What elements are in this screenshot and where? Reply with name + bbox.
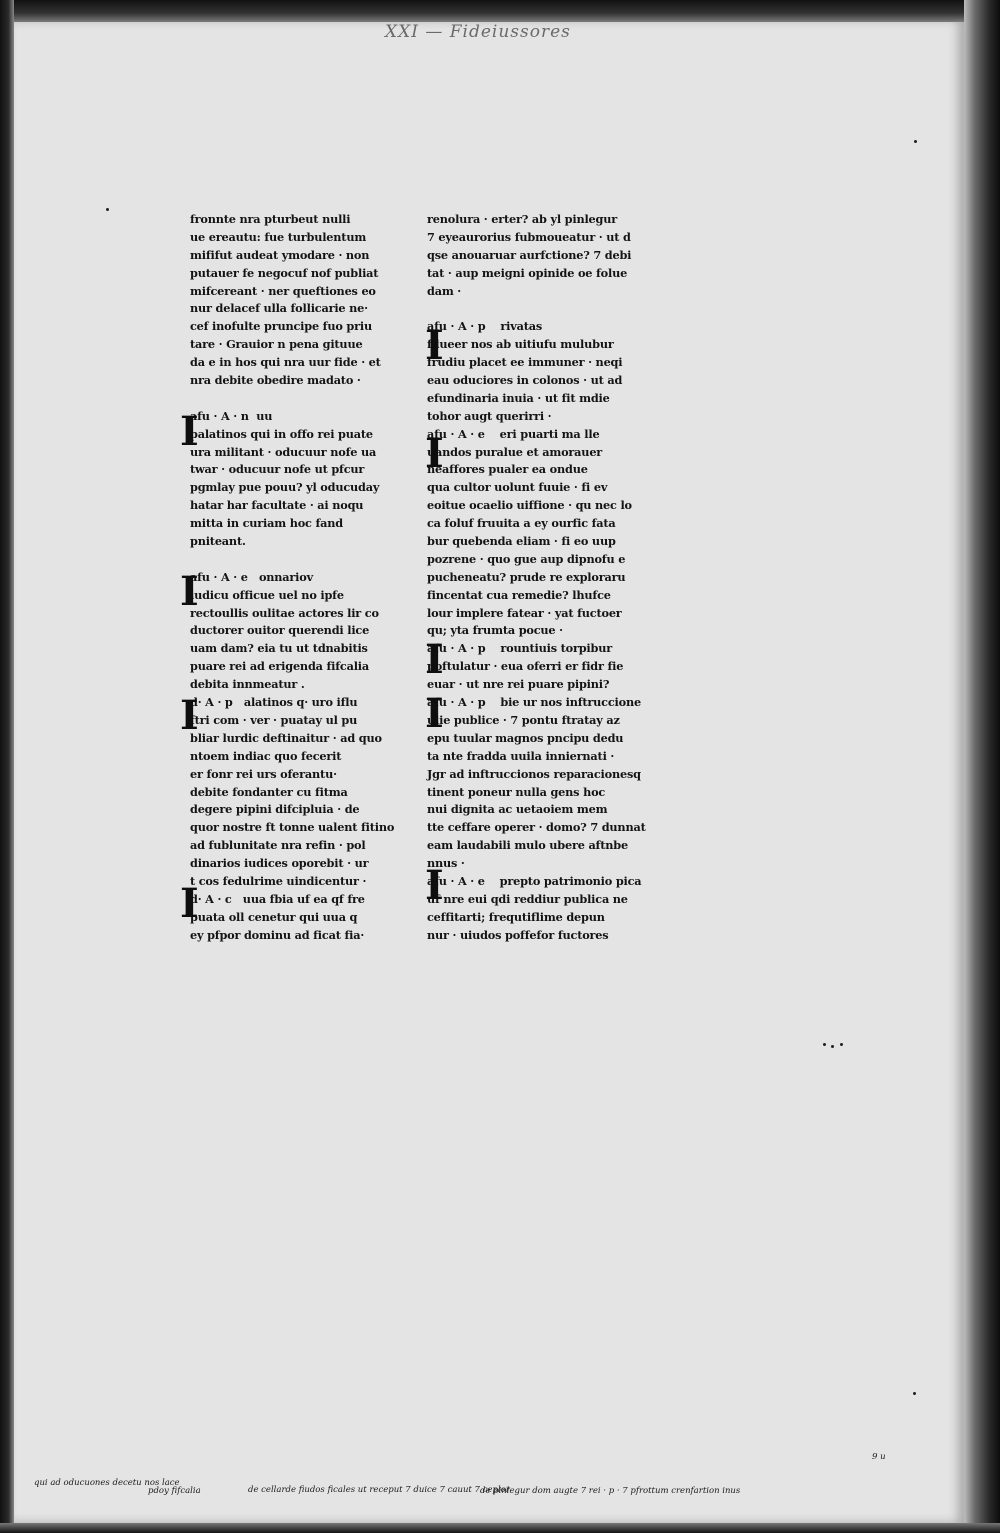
text-line: ntoem indiac quo fecerit (190, 748, 342, 763)
text-line: fdueer nos ab uitiufu mulubur (427, 337, 614, 352)
text-line: ta nte fradda uuila inniernati · (427, 748, 615, 763)
initial-letter: I (425, 636, 444, 683)
text-line: cef inofulte pruncipe fuo priu (190, 319, 372, 334)
text-line: puare rei ad erigenda fifcalia (190, 659, 370, 674)
text-line: putauer fe negocuf nof publiat (190, 265, 379, 280)
text-line: mifcereant · ner queftiones eo (190, 283, 376, 298)
text-line: nui dignita ac uetaoiem mem (427, 802, 608, 817)
text-line: afu · A · n uu (190, 408, 273, 423)
initial-letter: I (180, 408, 199, 455)
initial-letter: I (180, 692, 199, 739)
text-line: tinent poneur nulla gens hoc (427, 784, 606, 799)
initial-letter: I (180, 880, 199, 927)
scan-border-left (0, 0, 14, 1533)
text-line: degere pipini difcipluia · de (190, 802, 360, 817)
text-line: palatinos qui in offo rei puate (190, 426, 373, 441)
scan-border-top (0, 0, 1000, 22)
text-line: afu · A · p bie ur nos inftruccione (427, 695, 641, 710)
text-line: t cos fedulrime uindicentur · (190, 873, 367, 888)
text-line: pucheneatu? prude re exploraru (427, 569, 626, 584)
page-edge-shadow (964, 0, 1000, 1533)
text-line: nur delacef ulla follicarie ne· (190, 301, 368, 316)
text-line: uandos puralue et amorauer (427, 444, 603, 459)
text-line: ductorer ouitor querendi lice (190, 623, 370, 638)
text-line: ceffitarti; frequtiflime depun (427, 909, 605, 924)
text-line: qse anouaruar aurfctione? 7 debi (427, 247, 632, 262)
initial-letter: I (425, 322, 444, 369)
text-line: ey pfpor dominu ad ficat fia· (190, 927, 365, 942)
text-line: eam laudabili mulo ubere aftnbe (427, 838, 628, 853)
text-line: afu · A · p rountiuis torpibur (427, 641, 612, 656)
text-line: dam · (427, 283, 462, 298)
text-line: nur · uiudos poffefor fuctores (427, 927, 609, 942)
text-line: fronnte nra pturbeut nulli (190, 212, 351, 226)
text-line: afu · A · p rivatas (427, 319, 543, 334)
initial-letter: I (425, 862, 444, 909)
text-line: tte ceffare operer · domo? 7 dunnat (427, 820, 646, 835)
text-line (190, 390, 430, 408)
text-line: lour implere fatear · yat fuctoer (427, 605, 622, 620)
ink-mark (914, 140, 917, 143)
ink-mark (913, 1392, 916, 1395)
text-line: ca foluf fruuita a ey ourfic fata (427, 516, 616, 531)
text-line: euar · ut nre rei puare pipini? (427, 677, 610, 692)
text-line (190, 551, 430, 569)
text-line: pozrene · quo gue aup dipnofu e (427, 551, 626, 566)
text-line: pniteant. (190, 534, 246, 549)
text-line: renolura · erter? ab yl pinlegur (427, 212, 617, 226)
text-line: mififut audeat ymodare · non (190, 247, 370, 262)
text-line: qu; yta frumta pocue · (427, 623, 563, 638)
ink-mark (823, 1043, 826, 1046)
text-line: uam dam? eia tu ut tdnabitis (190, 641, 368, 656)
text-line: nnus · (427, 856, 465, 871)
text-line: ftri com · ver · puatay ul pu (190, 712, 358, 727)
text-line: debite fondanter cu fitma (190, 784, 348, 799)
text-line: poftulatur · eua oferri er fidr fie (427, 659, 624, 674)
text-line: ura militant · oducuur nofe ua (190, 444, 377, 459)
ink-mark (106, 208, 109, 211)
text-line: neaffores pualer ea ondue (427, 462, 588, 477)
text-line: debita innmeatur . (190, 677, 305, 692)
text-line (427, 300, 677, 318)
text-line: afu · A · e eri puarti ma lle (427, 426, 600, 441)
text-line: Jgr ad inftruccionos reparacionesq (427, 766, 641, 781)
text-line: eau oduciores in colonos · ut ad (427, 373, 623, 388)
text-line: tare · Grauior n pena gituue (190, 337, 363, 352)
marginal-note: de pinlegur dom augte 7 rei · p · 7 pfrottum crenfartion inus (480, 1486, 741, 1496)
initial-letter: I (425, 690, 444, 737)
text-line: quor nostre ft tonne ualent fitino (190, 820, 395, 835)
marginal-note: pdoy fifcalia (148, 1486, 201, 1496)
ink-mark (840, 1043, 843, 1046)
text-line: afu · A · e prepto patrimonio pica (427, 873, 642, 888)
text-line: bliar lurdic deftinaitur · ad quo (190, 730, 382, 745)
text-line: d· A · p alatinos q· uro iflu (190, 695, 358, 710)
text-line: qua cultor uolunt fuuie · fi ev (427, 480, 608, 495)
text-line: rectoullis oulitae actores lir co (190, 605, 379, 620)
text-column-left (190, 211, 430, 945)
text-line: tohor augt querirri · (427, 408, 552, 423)
text-line: tat · aup meigni opinide oe folue (427, 265, 628, 280)
text-line: dinarios iudices oporebit · ur (190, 856, 369, 871)
text-line: iudicu officue uel no ipfe (190, 587, 344, 602)
text-line: er fonr rei urs oferantu· (190, 766, 337, 781)
text-line: pgmlay pue pouu? yl oducuday (190, 480, 380, 495)
text-line: 7 eyeaurorius fubmoueatur · ut d (427, 229, 631, 244)
text-line: uf nre eui qdi reddiur publica ne (427, 891, 628, 906)
text-line: puata oll cenetur qui uua q (190, 909, 358, 924)
ink-mark (831, 1045, 834, 1048)
text-line: d· A · c uua fbia uf ea qf fre (190, 891, 365, 906)
page-number-note: 9 u (872, 1452, 886, 1462)
scan-border-bottom (0, 1523, 1000, 1533)
initial-letter: I (425, 430, 444, 477)
text-line: da e in hos qui nra uur fide · et (190, 355, 381, 370)
text-line: ad fublunitate nra refin · pol (190, 838, 366, 853)
text-line: twar · oducuur nofe ut pfcur (190, 462, 365, 477)
marginal-note: qui ad oducuones decetu nos lace (34, 1478, 180, 1488)
text-line: bur quebenda eliam · fi eo uup (427, 534, 616, 549)
initial-letter: I (180, 568, 199, 615)
text-line: epu tuular magnos pncipu dedu (427, 730, 624, 745)
marginal-note: de cellarde fiudos ficales ut receput 7 duice 7 cauut 7 ceplor (248, 1485, 510, 1495)
folio-header: XXI — Fideiussores (385, 22, 571, 42)
text-line: fincentat cua remedie? lhufce (427, 587, 611, 602)
text-line: ue ereautu: fue turbulentum (190, 229, 367, 244)
text-line: hatar har facultate · ai noqu (190, 498, 364, 513)
text-line: afu · A · e onnariov (190, 569, 313, 584)
text-line: frudiu placet ee immuner · neqi (427, 355, 623, 370)
text-line: efundinaria inuia · ut fit mdie (427, 390, 610, 405)
text-line: eoitue ocaelio uiffione · qu nec lo (427, 498, 632, 513)
text-line: mitta in curiam hoc fand (190, 516, 343, 531)
text-line: ulie publice · 7 pontu ftratay az (427, 712, 620, 727)
text-line: nra debite obedire madato · (190, 373, 361, 388)
text-column-right (427, 211, 677, 945)
